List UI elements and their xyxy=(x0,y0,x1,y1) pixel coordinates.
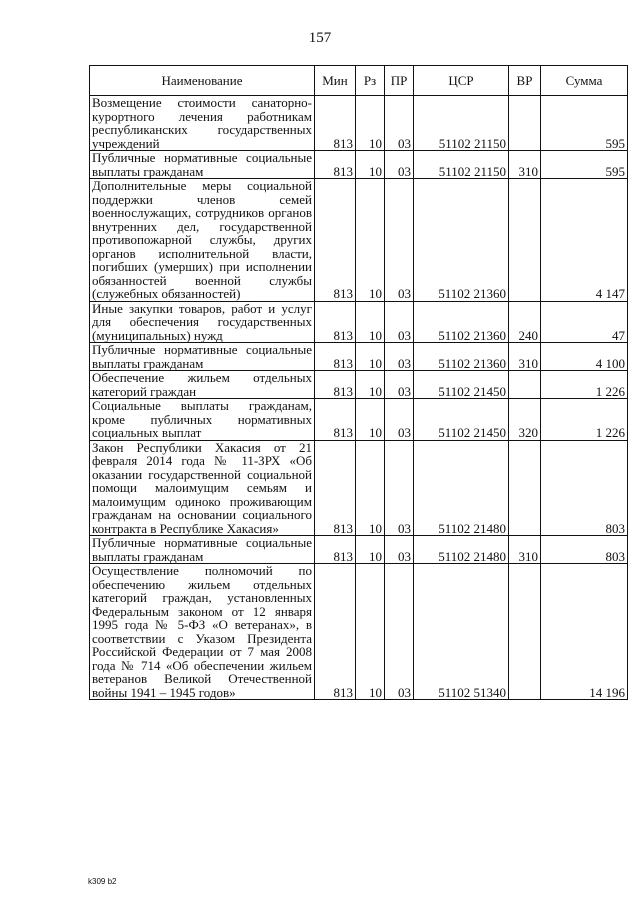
row-name-cell: Публичные нормативные социальные выплаты гражданам xyxy=(90,151,315,179)
row-min-cell: 813 xyxy=(315,96,356,151)
row-rz-cell: 10 xyxy=(356,179,385,302)
footer-code: k309 b2 xyxy=(88,877,117,886)
row-pr-cell: 03 xyxy=(385,399,414,441)
row-csr-cell: 51102 21360 xyxy=(414,179,509,302)
table-row xyxy=(90,343,628,371)
row-sum-cell: 803 xyxy=(541,536,628,564)
row-rz-cell: 10 xyxy=(356,151,385,179)
row-vr-cell: 310 xyxy=(509,536,541,564)
row-rz-cell: 10 xyxy=(356,536,385,564)
row-name-cell: Возмещение стоимости санаторно-курортного лечения работникам республиканских государственных учреждений xyxy=(90,96,315,151)
row-sum-cell: 1 226 xyxy=(541,371,628,399)
row-pr-cell: 03 xyxy=(385,371,414,399)
row-sum-cell: 595 xyxy=(541,151,628,179)
column-header-csr: ЦСР xyxy=(414,66,509,96)
row-min-cell: 813 xyxy=(315,301,356,343)
column-header-pr: ПР xyxy=(385,66,414,96)
row-sum-cell: 595 xyxy=(541,96,628,151)
column-header-rz: Рз xyxy=(356,66,385,96)
row-pr-cell: 03 xyxy=(385,440,414,536)
row-pr-cell: 03 xyxy=(385,151,414,179)
table-row xyxy=(90,96,628,151)
row-rz-cell: 10 xyxy=(356,399,385,441)
row-min-cell: 813 xyxy=(315,440,356,536)
row-rz-cell: 10 xyxy=(356,301,385,343)
table-row xyxy=(90,371,628,399)
row-vr-cell xyxy=(509,564,541,700)
row-min-cell: 813 xyxy=(315,536,356,564)
row-pr-cell: 03 xyxy=(385,564,414,700)
row-csr-cell: 51102 21150 xyxy=(414,151,509,179)
row-vr-cell xyxy=(509,179,541,302)
table-row xyxy=(90,179,628,302)
table-row xyxy=(90,151,628,179)
row-rz-cell: 10 xyxy=(356,440,385,536)
row-vr-cell xyxy=(509,440,541,536)
row-name-cell: Дополнительные меры социальной поддержки членов семей военнослужащих, сотрудников органов внутренних дел, государственной противопожарной службы, других органов исполнительной власти, погибших (умерших) при исполнении обязанностей военной службы (служебных обязанностей) xyxy=(90,179,315,302)
row-name-cell: Обеспечение жильем отдельных категорий граждан xyxy=(90,371,315,399)
row-rz-cell: 10 xyxy=(356,371,385,399)
row-csr-cell: 51102 21360 xyxy=(414,343,509,371)
row-min-cell: 813 xyxy=(315,371,356,399)
row-sum-cell: 4 100 xyxy=(541,343,628,371)
column-header-min: Мин xyxy=(315,66,356,96)
column-header-name: Наименование xyxy=(90,66,315,96)
page-number: 157 xyxy=(308,30,332,46)
row-vr-cell: 310 xyxy=(509,151,541,179)
row-name-cell: Публичные нормативные социальные выплаты гражданам xyxy=(90,536,315,564)
row-vr-cell: 310 xyxy=(509,343,541,371)
row-min-cell: 813 xyxy=(315,179,356,302)
row-rz-cell: 10 xyxy=(356,96,385,151)
table-row xyxy=(90,564,628,700)
row-pr-cell: 03 xyxy=(385,301,414,343)
row-sum-cell: 803 xyxy=(541,440,628,536)
row-pr-cell: 03 xyxy=(385,343,414,371)
row-min-cell: 813 xyxy=(315,564,356,700)
row-name-cell: Закон Республики Хакасия от 21 февраля 2014 года № 11-ЗРХ «Об оказании государственной социальной помощи малоимущим семьям и малоимущим одиноко проживающим гражданам на основании социального контракта в Республике Хакасия» xyxy=(90,440,315,536)
row-min-cell: 813 xyxy=(315,399,356,441)
row-pr-cell: 03 xyxy=(385,96,414,151)
row-min-cell: 813 xyxy=(315,151,356,179)
row-csr-cell: 51102 21450 xyxy=(414,371,509,399)
row-pr-cell: 03 xyxy=(385,536,414,564)
table-row xyxy=(90,440,628,536)
row-sum-cell: 1 226 xyxy=(541,399,628,441)
row-csr-cell: 51102 21450 xyxy=(414,399,509,441)
row-pr-cell: 03 xyxy=(385,179,414,302)
row-name-cell: Социальные выплаты гражданам, кроме публичных нормативных социальных выплат xyxy=(90,399,315,441)
row-csr-cell: 51102 21480 xyxy=(414,536,509,564)
row-rz-cell: 10 xyxy=(356,343,385,371)
row-csr-cell: 51102 21150 xyxy=(414,96,509,151)
row-name-cell: Иные закупки товаров, работ и услуг для обеспечения государственных (муниципальных) нужд xyxy=(90,301,315,343)
row-sum-cell: 14 196 xyxy=(541,564,628,700)
row-csr-cell: 51102 21360 xyxy=(414,301,509,343)
row-csr-cell: 51102 51340 xyxy=(414,564,509,700)
row-name-cell: Осуществление полномочий по обеспечению жильем отдельных категорий граждан, установленных Федеральным законом от 12 января 1995 года № 5-ФЗ «О ветеранах», в соответствии с Указом Президента Российской Федерации от 7 мая 2008 года № 714 «Об обеспечении жильем ветеранов Великой Отечественной войны 1941 – 1945 годов» xyxy=(90,564,315,700)
column-header-vr: ВР xyxy=(509,66,541,96)
row-sum-cell: 4 147 xyxy=(541,179,628,302)
table-row xyxy=(90,301,628,343)
row-csr-cell: 51102 21480 xyxy=(414,440,509,536)
row-rz-cell: 10 xyxy=(356,564,385,700)
header-row xyxy=(90,66,628,96)
budget-table xyxy=(89,65,628,700)
row-sum-cell: 47 xyxy=(541,301,628,343)
column-header-sum: Сумма xyxy=(541,66,628,96)
table-row xyxy=(90,536,628,564)
table-row xyxy=(90,399,628,441)
row-min-cell: 813 xyxy=(315,343,356,371)
row-vr-cell xyxy=(509,96,541,151)
row-vr-cell: 320 xyxy=(509,399,541,441)
row-vr-cell: 240 xyxy=(509,301,541,343)
row-vr-cell xyxy=(509,371,541,399)
row-name-cell: Публичные нормативные социальные выплаты гражданам xyxy=(90,343,315,371)
